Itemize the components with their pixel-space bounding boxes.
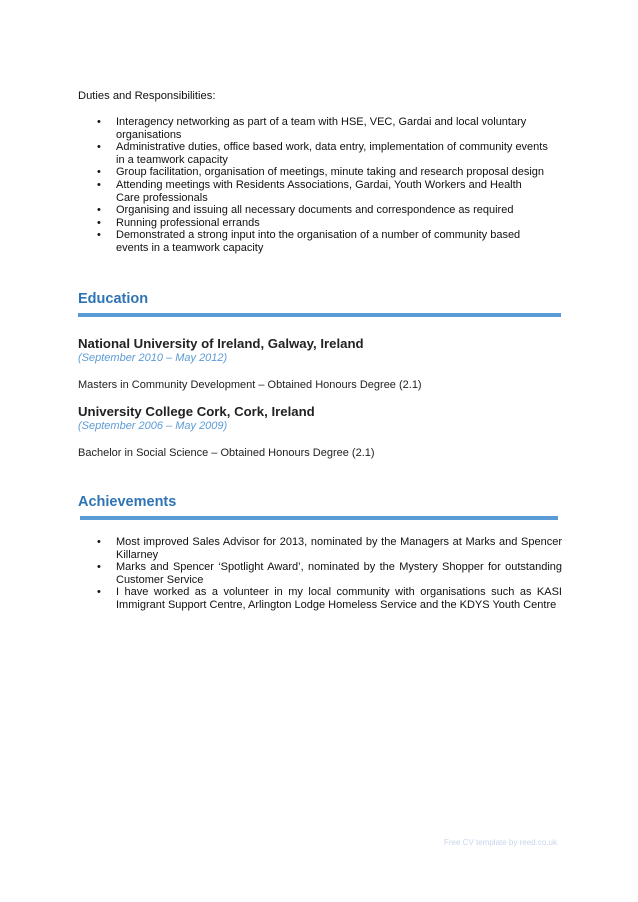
list-item: • Administrative duties, office based work, data entry, implementation of community events in a teamwork capacity bbox=[78, 141, 548, 166]
list-item: • Most improved Sales Advisor for 2013, nominated by the Managers at Marks and Spencer Killarney bbox=[78, 536, 562, 561]
list-item: • Group facilitation, organisation of meetings, minute taking and research proposal design bbox=[78, 166, 548, 179]
achievements-list bbox=[78, 536, 562, 612]
duties-list bbox=[78, 116, 548, 255]
footer-watermark: Free CV template by reed.co.uk bbox=[444, 838, 557, 847]
list-item: • Running professional errands bbox=[78, 217, 548, 230]
school-name: University College Cork, Cork, Ireland bbox=[78, 404, 315, 419]
education-section-title: Education bbox=[78, 291, 149, 307]
study-dates: (September 2010 – May 2012) bbox=[78, 352, 228, 364]
list-item: • Organising and issuing all necessary documents and correspondence as required bbox=[78, 204, 548, 217]
list-item: • Demonstrated a strong input into the organisation of a number of community based events in a teamwork capacity bbox=[78, 229, 548, 254]
duties-heading: Duties and Responsibilities: bbox=[78, 90, 216, 102]
school-name: National University of Ireland, Galway, Ireland bbox=[78, 336, 364, 351]
list-item: • I have worked as a volunteer in my local community with organisations such as KASI Immigrant Support Centre, Arlington Lodge Homeless Service and the KDYS Youth Centre bbox=[78, 586, 562, 611]
degree-description: Bachelor in Social Science – Obtained Honours Degree (2.1) bbox=[78, 447, 375, 459]
achievements-section-title: Achievements bbox=[78, 494, 177, 510]
study-dates: (September 2006 – May 2009) bbox=[78, 420, 228, 432]
list-item: • Attending meetings with Residents Associations, Gardai, Youth Workers and Health Care professionals bbox=[78, 179, 548, 204]
list-item: • Marks and Spencer ‘Spotlight Award’, nominated by the Mystery Shopper for outstanding Customer Service bbox=[78, 561, 562, 586]
achievements-divider bbox=[80, 516, 558, 520]
list-item: • Interagency networking as part of a team with HSE, VEC, Gardai and local voluntary organisations bbox=[78, 116, 548, 141]
education-divider bbox=[78, 313, 561, 317]
degree-description: Masters in Community Development – Obtained Honours Degree (2.1) bbox=[78, 379, 422, 391]
